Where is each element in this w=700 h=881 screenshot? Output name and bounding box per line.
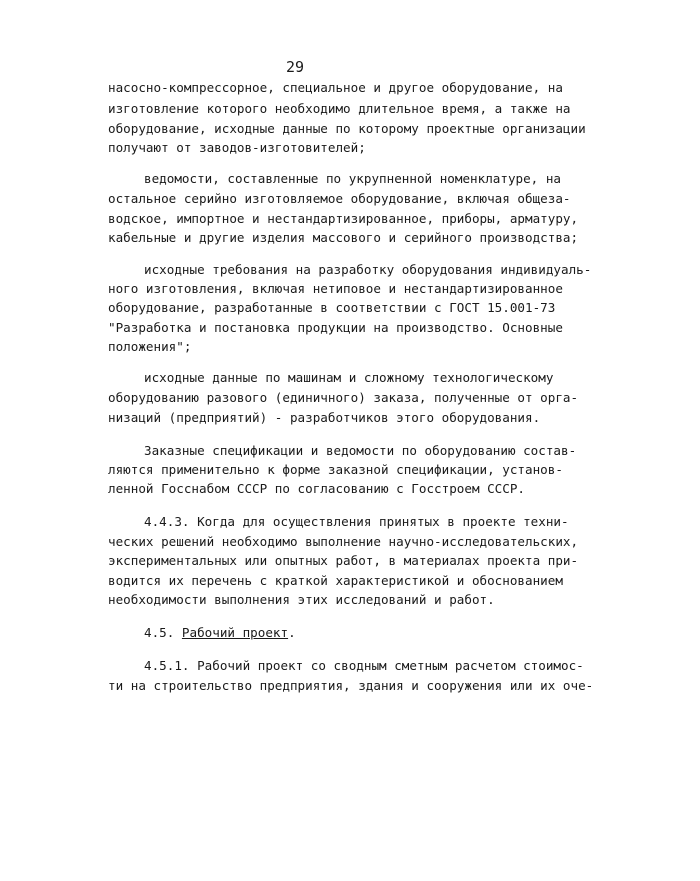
text-line: экспериментальных или опытных работ, в материалах проекта при- <box>108 553 579 568</box>
text-line: насосно-компрессорное, специальное и другое оборудование, на <box>108 80 563 95</box>
text-line: оборудованию разового (единичного) заказа, полученные от орга- <box>108 390 579 405</box>
text-line: ленной Госснабом СССР по согласованию с Госстроем СССР. <box>108 481 526 496</box>
section-number: 4.5. <box>144 625 182 640</box>
text-line: исходные данные по машинам и сложному технологическому <box>144 370 554 385</box>
page-number: 29 <box>286 58 305 76</box>
text-line: оборудование, исходные данные по которому проектные организации <box>108 121 586 136</box>
text-line: ляются применительно к форме заказной спецификации, установ- <box>108 462 563 477</box>
text-line: положения"; <box>108 339 192 354</box>
text-line: ного изготовления, включая нетиповое и нестандартизированное <box>108 281 563 296</box>
text-line: водится их перечень с краткой характеристикой и обоснованием <box>108 573 563 588</box>
text-line: получают от заводов-изготовителей; <box>108 140 366 155</box>
text-line: ческих решений необходимо выполнение научно-исследовательских, <box>108 534 579 549</box>
section-period: . <box>288 625 296 640</box>
text-line: водское, импортное и нестандартизированное, приборы, арматуру, <box>108 211 579 226</box>
text-line: 4.4.3. Когда для осуществления принятых в проекте техни- <box>144 514 569 529</box>
text-line: ведомости, составленные по укрупненной номенклатуре, на <box>144 171 562 186</box>
text-line: Заказные спецификации и ведомости по оборудованию состав- <box>144 443 577 458</box>
section-title: Рабочий проект <box>181 625 289 640</box>
text-line: изготовление которого необходимо длительное время, а также на <box>108 101 571 116</box>
text-line: низаций (предприятий) - разработчиков этого оборудования. <box>108 410 541 425</box>
text-line: оборудование, разработанные в соответствии с ГОСТ 15.001-73 <box>108 300 556 315</box>
section-heading <box>144 625 296 640</box>
text-line: ти на строительство предприятия, здания и сооружения или их оче- <box>108 678 594 693</box>
text-line: исходные требования на разработку оборудования индивидуаль- <box>144 262 592 277</box>
text-line: 4.5.1. Рабочий проект со сводным сметным расчетом стоимос- <box>144 658 584 673</box>
text-line: "Разработка и постановка продукции на производство. Основные <box>108 320 563 335</box>
text-line: кабельные и другие изделия массового и серийного производства; <box>108 230 579 245</box>
text-line: необходимости выполнения этих исследований и работ. <box>108 592 495 607</box>
text-line: остальное серийно изготовляемое оборудование, включая общеза- <box>108 191 571 206</box>
